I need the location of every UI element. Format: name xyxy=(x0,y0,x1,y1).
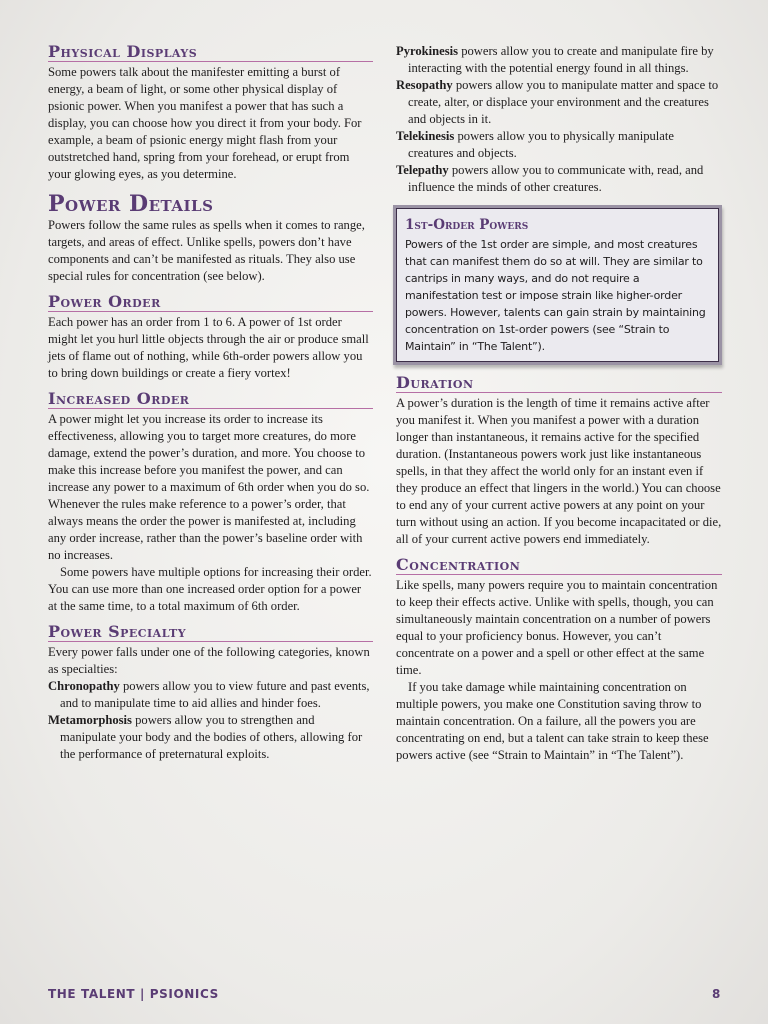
specialty-item-resopathy xyxy=(396,77,722,128)
specialty-term: Chronopathy xyxy=(48,679,120,693)
sidebar-box-1st-order-powers xyxy=(396,208,719,362)
heading-increased-order: Increased Order xyxy=(48,390,373,409)
power-specialty-text: Every power falls under one of the following categories, known as specialties: xyxy=(48,645,370,676)
page-footer xyxy=(48,987,721,1003)
heading-duration: Duration xyxy=(396,374,722,393)
power-order-text: Each power has an order from 1 to 6. A power of 1st order might let you hurl little objects through the air or produce small jets of flame out of nothing, while 6th-order powers allow you to bring down buildings or create a fiery vortex! xyxy=(48,315,369,380)
specialty-term: Telepathy xyxy=(396,163,449,177)
heading-concentration: Concentration xyxy=(396,556,722,575)
specialty-item-telekinesis xyxy=(396,128,722,162)
right-column xyxy=(396,43,722,764)
specialty-term: Resopathy xyxy=(396,78,453,92)
specialty-term: Metamorphosis xyxy=(48,713,132,727)
increased-order-text-2: Some powers have multiple options for increasing their order. You can use more than one increased order option for a power at the same time, to a total maximum of 6th order. xyxy=(48,565,372,613)
specialty-item-telepathy xyxy=(396,162,722,196)
specialty-desc: powers allow you to strengthen and manipulate your body and the bodies of others, allowing for the performance of preternatural exploits. xyxy=(60,713,363,761)
left-column xyxy=(48,43,373,763)
concentration-text-2: If you take damage while maintaining concentration on multiple powers, you make one Constitution saving throw to maintain concentration. On a failure, all the powers you are concentrating on end, but a talent can take strain to keep these powers active (see “Strain to Maintain” in “The Talent”). xyxy=(396,680,709,762)
page-number: 8 xyxy=(712,987,721,1001)
increased-order-text: A power might let you increase its order to increase its effectiveness, allowing you to target more creatures, do more damage, extend the power’s duration, and more. You choose to make this increase before you manifest the power, and can increase any power to a maximum of 6th order when you do so. Whenever the rules make reference to a power’s order, that always means the order the power is manifested at, including any order increase, rather than the power’s baseline order with no increases. xyxy=(48,412,370,562)
specialty-item-metamorphosis xyxy=(48,712,373,763)
heading-power-specialty: Power Specialty xyxy=(48,623,373,642)
footer-title: THE TALENT | PSIONICS xyxy=(48,987,219,1001)
specialty-desc: powers allow you to communicate with, read, and influence the minds of other creatures. xyxy=(408,163,704,194)
heading-power-order: Power Order xyxy=(48,293,373,312)
heading-power-details: Power Details xyxy=(48,191,214,217)
sidebar-text: Powers of the 1st order are simple, and most creatures that can manifest them do so at will. They are similar to cantrips in many ways, and do not require a manifestation test or impose strain like higher-order powers. However, talents can gain strain by maintaining concentration on 1st-order powers (see “Strain to Maintain” in “The Talent”). xyxy=(405,238,706,353)
specialty-term: Telekinesis xyxy=(396,129,455,143)
specialty-desc: powers allow you to manipulate matter and space to create, alter, or displace your environment and the creatures and objects in it. xyxy=(408,78,719,126)
power-details-text: Powers follow the same rules as spells when it comes to range, targets, and areas of effect. Unlike spells, powers don’t have components and can’t be manifested as rituals. They also use special rules for concentration (see below). xyxy=(48,218,365,283)
specialty-desc: powers allow you to physically manipulate creatures and objects. xyxy=(408,129,674,160)
duration-text: A power’s duration is the length of time it remains active after you manifest it. When you manifest a power with a duration longer than instantaneous, it remains active for the specified duration. (Instantaneous powers work just like instantaneous spells, in that they affect the world only for an instant even if they produce an effect that lingers in the world.) You can choose to end any of your current active powers at any point on your turn without using an action. If you become incapacitated or die, all of your current active powers end immediately. xyxy=(396,396,722,546)
physical-displays-text: Some powers talk about the manifester emitting a burst of energy, a beam of light, or some other physical display of psionic power. When you manifest a power that has such a display, you can choose how you direct it from your body. For example, a beam of psionic energy might flash from your outstretched hand, spring from your forehead, or erupt from your glowing eyes, as you determine. xyxy=(48,65,362,181)
concentration-text: Like spells, many powers require you to maintain concentration to keep their effects active. Unlike with spells, though, you can simultaneously maintain concentration on a number of powers equal to your proficiency bonus. However, you can’t concentrate on a power and a spell or other effect at the same time. xyxy=(396,578,718,677)
specialty-item-pyrokinesis xyxy=(396,43,722,77)
specialty-term: Pyrokinesis xyxy=(396,44,459,58)
specialty-desc: powers allow you to create and manipulate fire by interacting with the potential energy found in all things. xyxy=(408,44,714,75)
specialty-item-chronopathy xyxy=(48,678,373,712)
specialty-desc: powers allow you to view future and past events, and to manipulate time to aid allies and hinder foes. xyxy=(60,679,370,710)
heading-physical-displays: Physical Displays xyxy=(48,43,373,62)
sidebar-title: 1st-Order Powers xyxy=(405,217,529,233)
